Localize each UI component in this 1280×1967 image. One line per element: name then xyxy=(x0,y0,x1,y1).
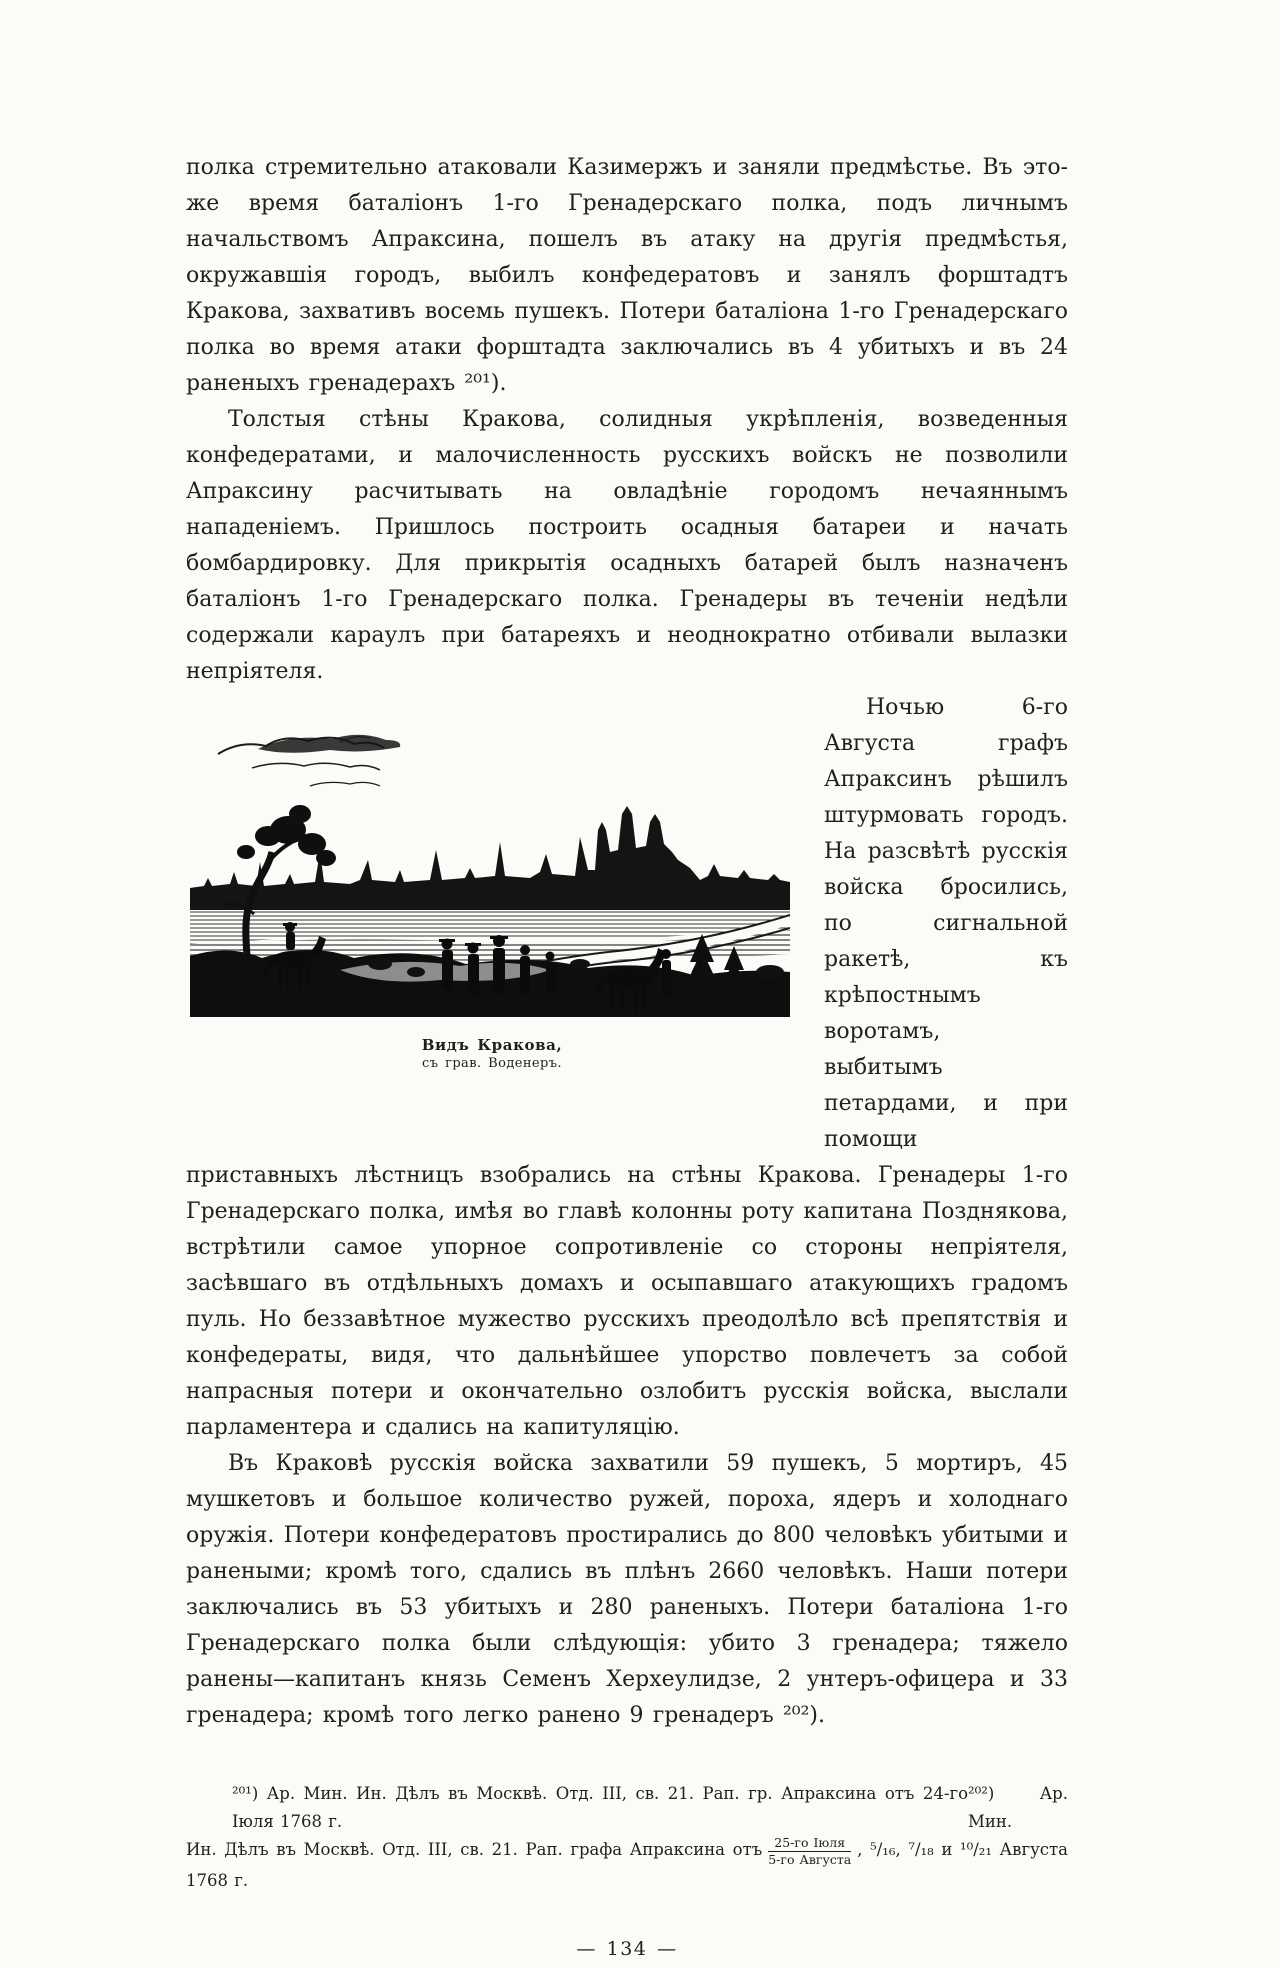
footnote-date-stack xyxy=(768,1836,851,1867)
footnote-202-start: ²⁰²) Ар. Мин. xyxy=(968,1784,1068,1831)
date-stack-bottom: 5-го Августа xyxy=(768,1852,852,1867)
page-number: — 134 — xyxy=(576,1938,678,1960)
paragraph-2: Толстыя стѣны Кракова, солидныя укрѣпленія, возведенныя конфедератами, и малочисленность русскихъ войскъ не позволили Апраксину расчитывать на овладѣніе городомъ нечаяннымъ нападеніемъ. Пришлось построить осадныя батареи и начать бомбардировку. Для прикрытія осадныхъ батарей былъ назначенъ баталіонъ 1-го Гренадерскаго полка. Гренадеры въ теченіи недѣли содержали караулъ при батареяхъ и неоднократно отбивали вылазки непріятеля. xyxy=(186,407,1068,684)
paragraph-3: Ночью 6-го Августа графъ Апраксинъ рѣшилъ штурмовать городъ. На разсвѣтѣ русскія войска бросились, по сигнальной ракетѣ, къ крѣпостнымъ воротамъ, выбитымъ петардами, и при помощи приставныхъ лѣстницъ взобрались на стѣны Кракова. Гренадеры 1-го Гренадерскаго полка, имѣя во главѣ колонны роту капитана Позднякова, встрѣтили самое упорное сопротивленіе со стороны непріятеля, засѣвшаго въ отдѣльныхъ домахъ и осыпавшаго атакующихъ градомъ пуль. Но беззавѣтное мужество русскихъ преодолѣло всѣ препятствія и конфедераты, видя, что дальнѣйшее упорство повлечетъ за собой напрасныя потери и окончательно озлобитъ русскія войска, выслали парламентера и сдались на капитуляцію. xyxy=(186,695,1068,1440)
paragraph-4: Въ Краковѣ русскія войска захватили 59 пушекъ, 5 мортиръ, 45 мушкетовъ и большое количество ружей, пороха, ядеръ и холоднаго оружія. Потери конфедератовъ простирались до 800 человѣкъ убитыми и ранеными; кромѣ того, сдались въ плѣнъ 2660 человѣкъ. Наши потери заключались въ 53 убитыхъ и 280 раненыхъ. Потери баталіона 1-го Гренадерскаго полка были слѣдующія: убито 3 гренадера; тяжело ранены—капитанъ князь Семенъ Херхеулидзе, 2 унтеръ-офицера и 33 гренадера; кромѣ того легко ранено 9 гренадеръ ²⁰²). xyxy=(186,1451,1068,1728)
figure-caption-title: Видъ Кракова, xyxy=(421,1036,563,1054)
footnote-202-continuation: Ин. Дѣлъ въ Москвѣ. Отд. III, св. 21. Рап. графа Апраксина отъ xyxy=(186,1840,763,1859)
footnote-line-1 xyxy=(186,1780,1068,1836)
footnotes xyxy=(186,1780,1068,1895)
figure-krakow-view xyxy=(186,702,798,1073)
footnote-202-end: , ⁵/₁₆, ⁷/₁₈ и ¹⁰/₂₁ Августа 1768 г. xyxy=(186,1840,1069,1890)
figure-caption-subtitle: съ грав. Воденеръ. xyxy=(422,1056,562,1071)
krakow-view-engraving xyxy=(190,702,790,1017)
date-stack-top: 25-го Іюля xyxy=(768,1836,851,1852)
footnote-201: ²⁰¹) Ар. Мин. Ин. Дѣлъ въ Москвѣ. Отд. III, св. 21. Рап. гр. Апраксина отъ 24-го Іюля 1768 г. xyxy=(232,1784,969,1831)
footnote-line-2 xyxy=(186,1836,1068,1895)
paragraph-1: полка стремительно атаковали Казимержъ и заняли предмѣстье. Въ это-же время баталіонъ 1-го Гренадерскаго полка, подъ личнымъ начальствомъ Апраксина, пошелъ въ атаку на другія предмѣстья, окружавшія городъ, выбилъ конфедератовъ и занялъ форштадтъ Кракова, захвативъ восемь пушекъ. Потери баталіона 1-го Гренадерскаго полка во время атаки форштадта заключались въ 4 убитыхъ и въ 24 раненыхъ гренадерахъ ²⁰¹). xyxy=(186,155,1068,396)
text-column xyxy=(186,0,1068,1967)
